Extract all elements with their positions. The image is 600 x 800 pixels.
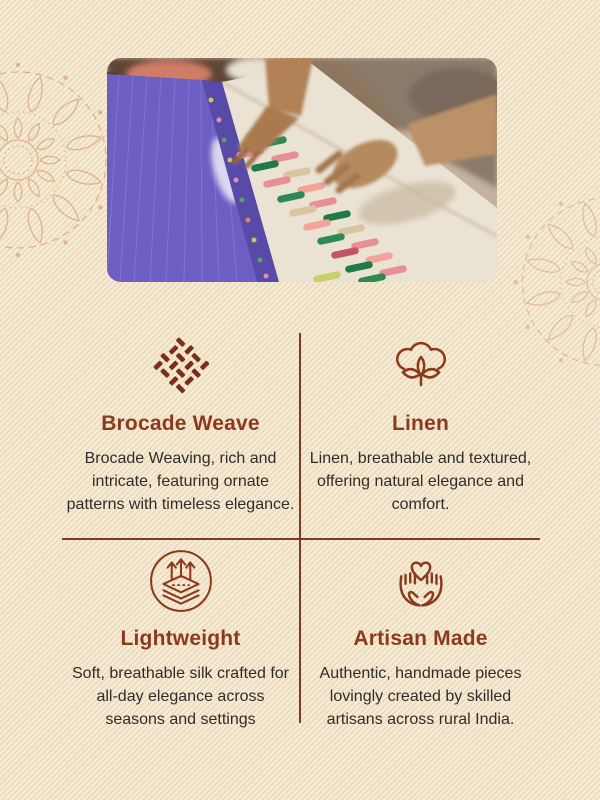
feature-title: Artisan Made	[353, 627, 488, 650]
feature-grid	[62, 333, 540, 729]
feature-title: Brocade Weave	[101, 412, 260, 435]
feature-brocade-weave	[62, 333, 301, 540]
feature-artisan-made	[301, 540, 540, 729]
feature-description: Brocade Weaving, rich and intricate, featuring ornate patterns with timeless elegance.	[66, 450, 295, 514]
breathable-layers-icon	[148, 548, 214, 614]
feature-title: Lightweight	[120, 627, 241, 650]
cotton-flower-icon	[392, 337, 450, 395]
feature-linen	[301, 333, 540, 540]
feature-description: Authentic, handmade pieces lovingly created by skilled artisans across rural India.	[319, 665, 522, 729]
feature-lightweight	[62, 540, 301, 729]
feature-title: Linen	[392, 412, 449, 435]
hands-heart-icon	[391, 551, 451, 611]
feature-description: Soft, breathable silk crafted for all-day elegance across seasons and settings	[72, 665, 289, 729]
weaving-loom-photo	[107, 58, 497, 282]
feature-description: Linen, breathable and textured, offering natural elegance and comfort.	[309, 450, 532, 514]
brocade-weave-icon	[151, 336, 211, 396]
